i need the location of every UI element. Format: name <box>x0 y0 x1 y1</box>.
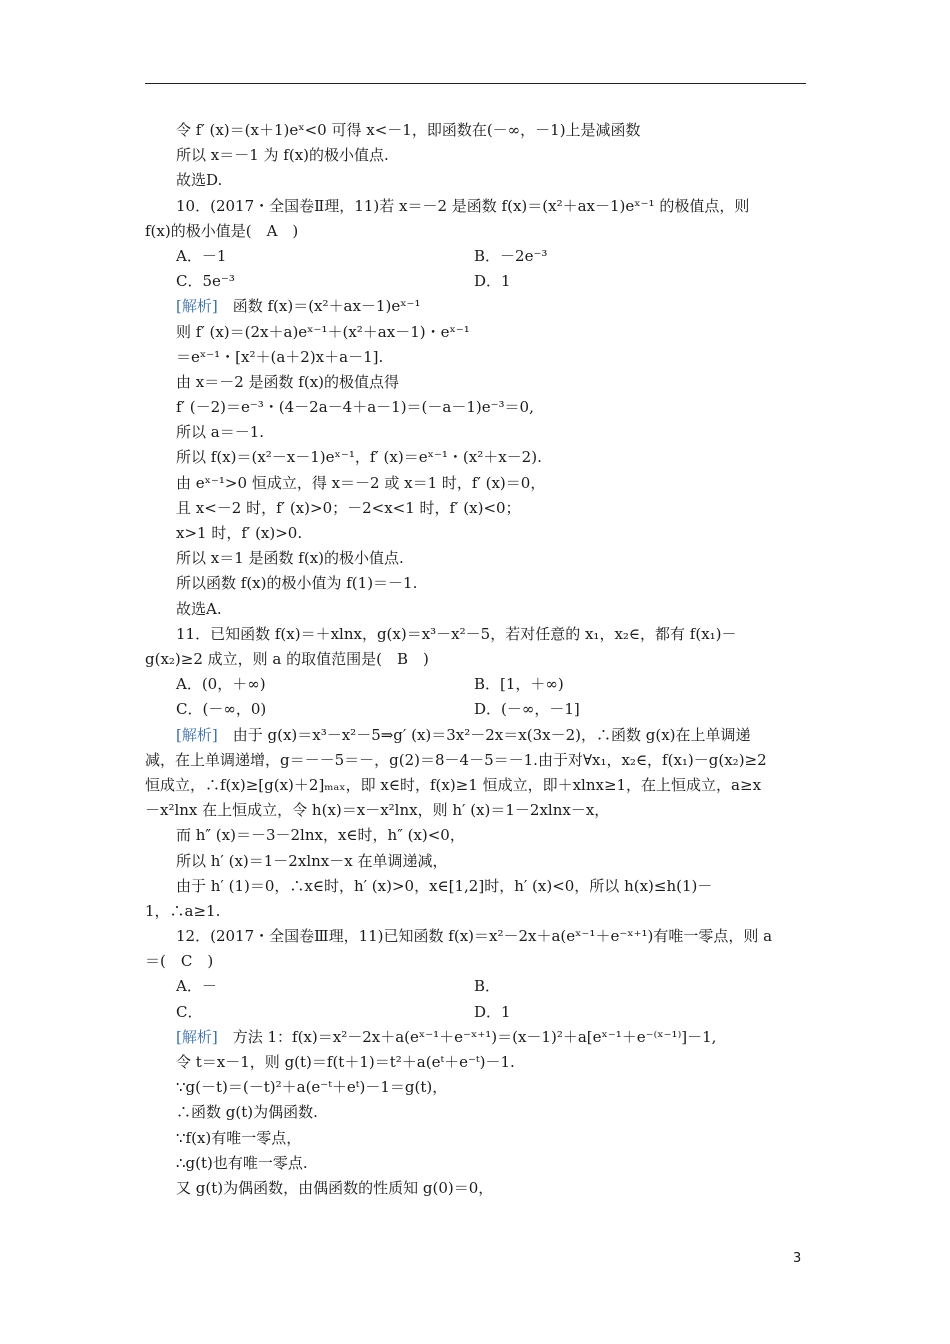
text-line <box>145 194 806 219</box>
answer-option: C．(－∞，0) <box>176 700 267 719</box>
answer-option: B．[1，＋∞) <box>474 675 564 694</box>
answer-options-row <box>145 974 806 999</box>
line-text: 由 eˣ⁻¹>0 恒成立，得 x＝－2 或 x＝1 时，f′ (x)＝0， <box>176 473 546 492</box>
text-line <box>145 395 806 420</box>
text-line <box>145 924 806 949</box>
text-line <box>145 949 806 974</box>
line-text: 1，∴a≥1. <box>145 901 221 920</box>
line-text: 由 x＝－2 是函数 f(x)的极值点得 <box>176 372 400 391</box>
line-text: 函数 f(x)＝(x²＋ax－1)eˣ⁻¹ <box>217 297 421 316</box>
analysis-tag: [解析] <box>176 1027 218 1046</box>
text-line <box>145 647 806 672</box>
answer-option: A．－ <box>176 977 217 996</box>
header-rule <box>145 83 806 84</box>
text-line <box>145 823 806 848</box>
line-text: 所以 x＝1 是函数 f(x)的极小值点. <box>176 549 404 568</box>
line-text: 恒成立，∴f(x)≥[g(x)＋2]ₘₐₓ，即 x∈时，f(x)≥1 恒成立，即＋xlnx≥1，在上恒成立，a≥x <box>145 775 762 794</box>
line-text: 方法 1：f(x)＝x²－2x＋a(eˣ⁻¹＋e⁻ˣ⁺¹)＝(x－1)²＋a[eˣ⁻¹＋e⁻⁽ˣ⁻¹⁾]－1, <box>217 1027 717 1046</box>
line-text: －x²lnx 在上恒成立，令 h(x)＝x－x²lnx，则 h′ (x)＝1－2xlnx－x， <box>145 801 610 820</box>
line-text: ∵f(x)有唯一零点， <box>176 1128 302 1147</box>
line-text: ∴函数 g(t)为偶函数. <box>176 1103 318 1122</box>
document-body <box>145 118 806 1201</box>
analysis-tag: [解析] <box>176 725 218 744</box>
text-line <box>145 1075 806 1100</box>
line-text: 又 g(t)为偶函数，由偶函数的性质知 g(0)＝0， <box>176 1178 494 1197</box>
line-text: 而 h″ (x)＝－3－2lnx，x∈时，h″ (x)<0， <box>176 826 465 845</box>
answer-options-row <box>145 1000 806 1025</box>
answer-option: A．(0，＋∞) <box>176 675 266 694</box>
line-text: 且 x<－2 时，f′ (x)>0；－2<x<1 时，f′ (x)<0； <box>176 498 521 517</box>
text-line <box>145 445 806 470</box>
line-text: 令 f′ (x)＝(x＋1)eˣ<0 可得 x<－1，即函数在(－∞，－1)上是减函数 <box>176 121 641 139</box>
line-text: 由于 h′ (1)＝0，∴x∈时，h′ (x)>0，x∈[1,2]时，h′ (x)<0，所以 h(x)≤h(1)－ <box>176 876 713 895</box>
line-text: 12．(2017・全国卷Ⅲ理，11)已知函数 f(x)＝x²－2x＋a(eˣ⁻¹＋e⁻ˣ⁺¹)有唯一零点，则 a <box>176 927 773 946</box>
analysis-tag: [解析] <box>176 297 218 316</box>
text-line <box>145 345 806 370</box>
text-line <box>145 1176 806 1201</box>
text-line <box>145 597 806 622</box>
text-line <box>145 773 806 798</box>
line-text: 减，在上单调递增，g＝－－5＝－，g(2)＝8－4－5＝－1.由于对∀x₁，x₂∈，f(x₁)－g(x₂)≥2 <box>145 750 767 769</box>
text-line <box>145 1126 806 1151</box>
text-line <box>145 1025 806 1050</box>
answer-options-row <box>145 244 806 269</box>
text-line <box>145 723 806 748</box>
line-text: g(x₂)≥2 成立，则 a 的取值范围是( B ) <box>145 649 429 668</box>
text-line <box>145 1100 806 1125</box>
line-text: 所以函数 f(x)的极小值为 f(1)＝－1. <box>176 574 418 593</box>
text-line <box>145 571 806 596</box>
answer-options-row <box>145 672 806 697</box>
page-number: 3 <box>793 1251 802 1266</box>
line-text: f(x)的极小值是( A ) <box>145 221 299 240</box>
line-text: f′ (－2)＝e⁻³・(4－2a－4＋a－1)＝(－a－1)e⁻³＝0, <box>176 398 534 417</box>
line-text: x>1 时，f′ (x)>0. <box>176 524 303 543</box>
line-text: 10．(2017・全国卷Ⅱ理，11)若 x＝－2 是函数 f(x)＝(x²＋ax－1)eˣ⁻¹ 的极值点，则 <box>176 196 750 215</box>
text-line <box>145 874 806 899</box>
line-text: 故选D. <box>176 171 223 190</box>
text-line <box>145 849 806 874</box>
text-line <box>145 546 806 571</box>
line-text: 所以 a＝－1. <box>176 423 265 442</box>
answer-option: C． <box>176 1002 203 1021</box>
text-line <box>145 118 806 143</box>
text-line <box>145 219 806 244</box>
answer-option: B．－2e⁻³ <box>474 246 548 265</box>
text-line <box>145 294 806 319</box>
line-text: ＝eˣ⁻¹・[x²＋(a＋2)x＋a－1]. <box>176 347 384 366</box>
answer-option: B． <box>474 977 501 996</box>
line-text: 由于 g(x)＝x³－x²－5⇒g′ (x)＝3x²－2x＝x(3x－2)，∴函数 g(x)在上单调递 <box>217 725 751 744</box>
text-line <box>145 748 806 773</box>
line-text: ∵g(－t)＝(－t)²＋a(e⁻ᵗ＋eᵗ)－1＝g(t)， <box>176 1078 448 1097</box>
line-text: 则 f′ (x)＝(2x＋a)eˣ⁻¹＋(x²＋ax－1)・eˣ⁻¹ <box>176 322 470 341</box>
line-text: ∴g(t)也有唯一零点. <box>176 1153 308 1172</box>
line-text: 故选A. <box>176 599 222 618</box>
text-line <box>145 370 806 395</box>
text-line <box>145 521 806 546</box>
text-line <box>145 899 806 924</box>
answer-options-row <box>145 697 806 722</box>
text-line <box>145 798 806 823</box>
text-line <box>145 1050 806 1075</box>
text-line <box>145 420 806 445</box>
line-text: 所以 h′ (x)＝1－2xlnx－x 在单调递减， <box>176 851 448 870</box>
text-line <box>145 622 806 647</box>
line-text: ＝( C ) <box>145 952 214 971</box>
answer-option: D．1 <box>474 1002 511 1021</box>
text-line <box>145 1151 806 1176</box>
line-text: 令 t＝x－1，则 g(t)＝f(t＋1)＝t²＋a(eᵗ＋e⁻ᵗ)－1. <box>176 1053 515 1072</box>
answer-option: C．5e⁻³ <box>176 272 235 291</box>
line-text: 所以 x＝－1 为 f(x)的极小值点. <box>176 146 389 165</box>
line-text: 11．已知函数 f(x)＝＋xlnx，g(x)＝x³－x²－5，若对任意的 x₁，x₂∈，都有 f(x₁)－ <box>176 624 737 643</box>
line-text: 所以 f(x)＝(x²－x－1)eˣ⁻¹，f′ (x)＝eˣ⁻¹・(x²＋x－2). <box>176 448 542 467</box>
text-line <box>145 471 806 496</box>
text-line <box>145 320 806 345</box>
answer-option: D．(－∞，－1] <box>474 700 580 719</box>
answer-option: A．－1 <box>176 246 227 265</box>
text-line <box>145 168 806 193</box>
answer-option: D．1 <box>474 272 511 291</box>
text-line <box>145 143 806 168</box>
answer-options-row <box>145 269 806 294</box>
text-line <box>145 496 806 521</box>
